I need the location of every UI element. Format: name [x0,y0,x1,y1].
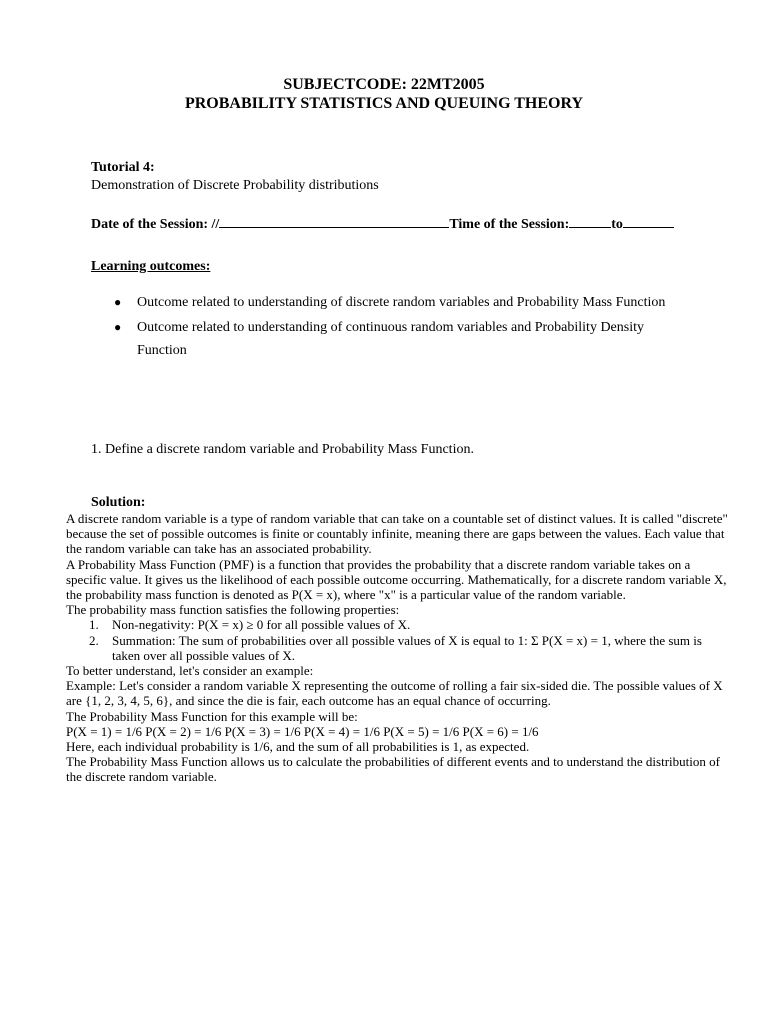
learning-outcomes-heading: Learning outcomes: [91,259,211,274]
solution-paragraph: The Probability Mass Function for this example will be: [66,708,358,724]
solution-body [66,511,731,785]
list-item [66,617,731,632]
session-time-label: Time of the Session: [449,217,570,232]
list-item-text: Summation: The sum of probabilities over all possible values of X is equal to 1: Σ P(X = x) = 1, where the sum is taken over all possible values of X. [112,632,702,663]
bullet-icon: ● [114,295,122,309]
outcome-item-continuation: Function [137,343,187,358]
solution-paragraph: Here, each individual probability is 1/6, and the sum of all probabilities is 1, as expected. [66,739,530,755]
properties-list [66,617,731,663]
session-line [91,215,674,233]
subject-code: SUBJECTCODE: 22MT2005 [283,76,485,93]
session-to-label: to [611,217,623,232]
outcome-item: Outcome related to understanding of continuous random variables and Probability Density [137,320,644,335]
list-item-number: 1. [89,617,99,633]
list-item-text: Non-negativity: P(X = x) ≥ 0 for all possible values of X. [112,617,411,633]
solution-paragraph: Example: Let's consider a random variable X representing the outcome of rolling a fair six-sided die. The possible values of X are {1, 2, 3, 4, 5, 6}, and since the die is fair, each outcome has an equal chance of occurring. [66,678,723,709]
tutorial-description: Demonstration of Discrete Probability distributions [91,178,379,193]
tutorial-label: Tutorial 4: [91,160,155,175]
solution-paragraph: A discrete random variable is a type of random variable that can take on a countable set of distinct values. It is called "discrete" because the set of possible outcomes is finite or countably infinite, meaning there are gaps between the values. Each value that the random variable can take has an associated probability. [66,511,728,557]
course-title: PROBABILITY STATISTICS AND QUEUING THEORY [184,95,584,112]
session-date-label: Date of the Session: // [91,217,220,232]
solution-paragraph: The probability mass function satisfies the following properties: [66,602,400,618]
solution-paragraph: To better understand, let's consider an example: [66,663,314,679]
bullet-icon: ● [114,320,122,334]
session-date-blank[interactable] [219,215,449,228]
solution-heading: Solution: [91,495,146,510]
solution-paragraph: The Probability Mass Function allows us to calculate the probabilities of different events and to understand the distribution of the discrete random variable. [66,754,720,785]
outcome-item: Outcome related to understanding of discrete random variables and Probability Mass Function [137,295,666,310]
list-item-number: 2. [89,632,99,648]
session-time-end-blank[interactable] [623,215,674,228]
list-item [66,633,731,663]
session-time-start-blank[interactable] [569,215,611,228]
solution-paragraph: A Probability Mass Function (PMF) is a function that provides the probability that a discrete random variable takes on a specific value. It gives us the likelihood of each possible outcome occurring. Mathematically, for a discrete random variable X, the probability mass function is denoted as P(X = x), where "x" is a particular value of the random variable. [66,556,727,603]
question-1: 1. Define a discrete random variable and Probability Mass Function. [91,442,474,457]
pmf-values: P(X = 1) = 1/6 P(X = 2) = 1/6 P(X = 3) = 1/6 P(X = 4) = 1/6 P(X = 5) = 1/6 P(X = 6) = 1/6 [66,723,539,739]
